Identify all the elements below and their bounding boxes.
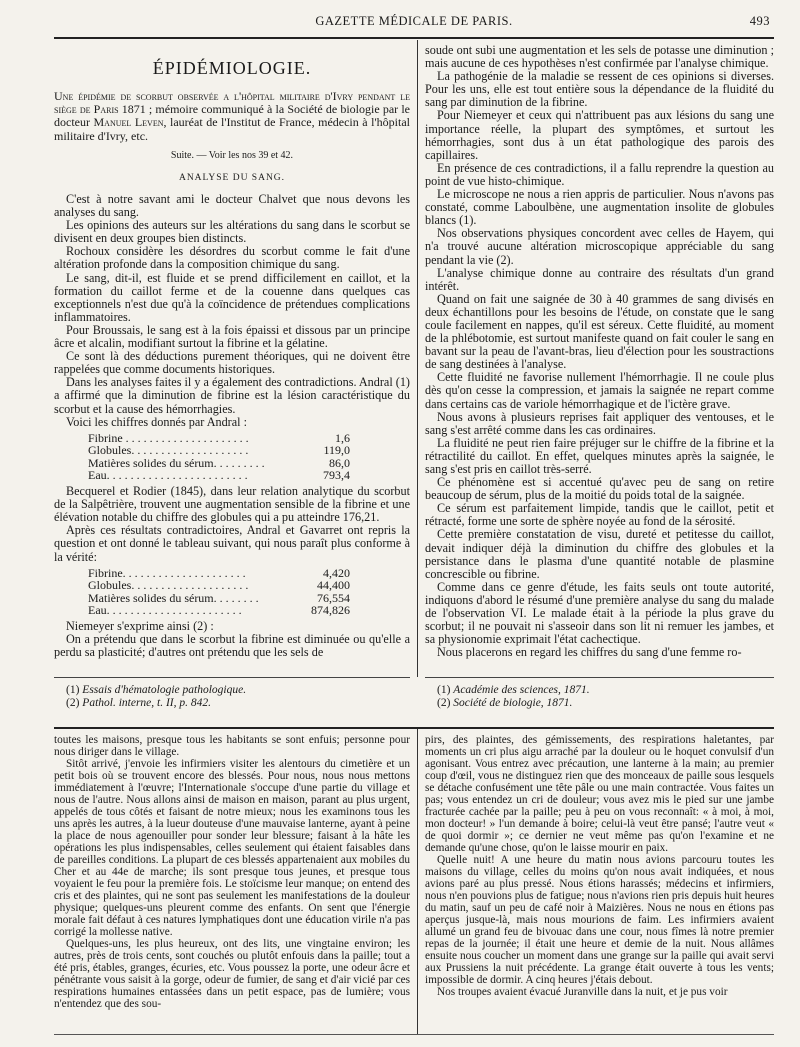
table-cell-label: Fibrine . . . . . . . . . . . . . . . . . . . . . <box>88 430 249 445</box>
table-cell-label: Matières solides du sérum. . . . . . . . <box>88 590 259 605</box>
table-gavarret <box>88 567 350 617</box>
paragraph: Quelle nuit! A une heure du matin nous avions parcouru toutes les maisons du village, celles du moins qu'on nous avait indiquées, et nous avions paré au plus pressé. Nous étions harassés; médecins et infirmiers, nous n'en pouvions plus de fatigue; nous n'avions rien pris depuis huit heures du matin, sauf un peu de café noir à Maizières. Nous ne nous en étions pas aperçus jusque-là, mais nous mourions de faim. Les infirmiers avaient allumé un grand feu de bivouac dans une cour, nous fîmes là notre premier repas de la journée; il était une heure et demie de la nuit. Nous allâmes ensuite nous coucher un moment dans une grange sur la paille qui avait servi aux Prussiens la nuit précédente. La grange était ouverte à tous les vents; impossible de dormir. A cinq heures j'étais debout. <box>425 854 774 986</box>
paragraph: Voici les chiffres donnés par Andral : <box>66 414 247 429</box>
footnote-number: (2) <box>437 697 454 709</box>
paragraph: L'analyse chimique donne au contraire des résultats d'un grand intérêt. <box>425 265 774 293</box>
table-row <box>88 579 350 592</box>
bottom-rule <box>54 1034 774 1035</box>
paragraph: Quand on fait une saignée de 30 à 40 grammes de sang divisés en deux échantillons pour les besoins de l'étude, on constate que le sang coule facilement en nappes, qu'il est séreux. Cette fluidité, au moment de la phlébotomie, est surtout manifeste quand on fait couler le sang en bavant sur la peau de l'avant-bras, lieu d'élection pour les soustractions de sang destinées à l'analyse. <box>425 291 774 372</box>
paragraph: Le microscope ne nous a rien appris de particulier. Nous n'avons pas constaté, comme Laboulbène, une augmentation insolite de globules blancs (1). <box>425 187 774 228</box>
article-author: Manuel Leven <box>93 115 164 130</box>
table-cell-value: 76,554 <box>317 590 350 605</box>
right-paragraphs <box>425 44 774 659</box>
footnote-number: (2) <box>66 697 83 709</box>
table-cell-label: Globules. . . . . . . . . . . . . . . . . . . . <box>88 443 249 458</box>
footnote <box>66 684 406 697</box>
journal-title: GAZETTE MÉDICALE DE PARIS. <box>315 14 513 28</box>
paragraph: Après ces résultats contradictoires, Andral et Gavarret ont repris la question et ont donné le tableau suivant, qui nous paraît plus conforme à la vérité: <box>54 523 410 564</box>
paragraph: Nos troupes avaient évacué Juranville dans la nuit, et je pus voir <box>437 986 728 998</box>
paragraph: pirs, des plaintes, des gémissements, des respirations haletantes, par moments un cri plus aigu arraché par la douleur ou le hoquet convulsif d'un agonisant. Vous entrez avec précaution, une lanterne à la main; au premier coup d'œil, vous ne distinguez rien que des monceaux de paille sous lesquels se détache confusément une tête pâle ou une main contractée. Vous faites un pas; vous entendez un cri de douleur; vous avez mis le pied sur une jambe fracturée cachée par la paille; peu à peu on vous reconnaît: « à moi, à moi, mon docteur! » l'un demande à boire; celui-là veut être pansé; l'autre veut « de quoi dormir »; ce dernier ne veut même pas qu'on l'examine et ne demande qu'une chose, qu'on le laisse mourir en paix. <box>425 734 774 854</box>
table-cell-label: Eau. . . . . . . . . . . . . . . . . . . . . . . . <box>88 468 248 483</box>
sub-heading: ANALYSE DU SANG. <box>178 172 286 183</box>
left-paragraphs-c <box>54 620 410 659</box>
lower-right-column <box>425 734 774 998</box>
paragraph: Rochoux considère les désordres du scorbut comme le fait d'une altération profonde dans la composition chimique du sang. <box>54 244 410 272</box>
footnote-text: Société de biologie, 1871. <box>453 697 573 709</box>
footnote-text: Académie des sciences, 1871. <box>453 684 590 696</box>
paragraph: La fluidité ne peut rien faire préjuger sur le chiffre de la fibrine et la rétractilité du caillot. En effet, quelques minutes après la saignée, le sang s'est pris en caillot très-serré. <box>425 435 774 476</box>
paragraph: Les opinions des auteurs sur les altérations du sang dans le scorbut se divisent en deux groupes bien distincts. <box>54 218 410 246</box>
footnote <box>66 697 406 710</box>
paragraph: Nous avons à plusieurs reprises fait appliquer des ventouses, et le sang s'est arrêté comme dans les cas ordinaires. <box>425 409 774 437</box>
paragraph: Nous placerons en regard les chiffres du sang d'une femme ro- <box>437 645 742 660</box>
paragraph: Becquerel et Rodier (1845), dans leur relation analytique du scorbut de la Salpêtrière, trouvent une augmentation sensible de la fibrine et une élévation notable du chiffre des globules qui a pu atteindre 176,21. <box>54 484 410 525</box>
paragraph: Ce sont là des déductions purement théoriques, qui ne doivent être rappelées que comme documents historiques. <box>54 349 410 377</box>
continuation-note: Suite. — Voir les nos 39 et 42. <box>170 149 294 161</box>
header-rule <box>54 37 774 39</box>
paragraph: Sitôt arrivé, j'envoie les infirmiers visiter les alentours du cimetière et un petit bois où se trouvent encore des blessés. Pour nous, nous nous mettons immédiatement à l'œuvre; l'Internationale s'occupe d'une partie du village et nous de l'autre. Nous allons ainsi de maison en maison, parant au plus urgent, appelés de tous côtés et faisant de notre mieux; nous les examinons tous les uns après les autres, à la lueur douteuse d'une mauvaise lanterne, ayant à peine la place de nous agenouiller pour sonder leur blessure; faisant à la hâte les opérations les plus indispensables, celles seulement qui étaient faisables dans de pareilles conditions. La plupart de ces blessés appartenaient aux mobiles du Cher et au 44e de marche; ils sont presque tous jeunes, et presque tous voyaient le feu pour la première fois. Le stoïcisme leur manque; on entend des cris et des plaintes, qui ne sont pas seulement les manifestations de la douleur physique; quelques-uns pleurent comme des enfants. On sent que l'énergie morale fait défaut à ces natures lymphatiques dont une éducation virile n'a pas corrigé la mollesse native. <box>54 758 410 938</box>
paragraph: En présence de ces contradictions, il a fallu reprendre la question au point de vue histo-chimique. <box>425 160 774 188</box>
paragraph: Nos observations physiques concordent avec celles de Hayem, qui n'a trouvé aucune altération microscopique appréciable du sang pendant la vie (2). <box>425 226 774 267</box>
paragraph: On a prétendu que dans le scorbut la fibrine est diminuée ou qu'elle a perdu sa plasticité; d'autres ont prétendu que les sels de <box>54 632 410 660</box>
paragraph: Pour Niemeyer et ceux qui n'attribuent pas aux lésions du sang une importance réelle, la plupart des symptômes, et surtout les hémorrhagies, sont dus à un état pathologique des parois des capillaires. <box>425 108 774 162</box>
footnotes-right <box>437 684 767 710</box>
table-andral <box>88 432 350 482</box>
article-left-column <box>54 44 410 659</box>
table-cell-label: Globules. . . . . . . . . . . . . . . . . . . . <box>88 578 249 593</box>
table-cell-value: 793,4 <box>323 468 350 483</box>
paragraph: toutes les maisons, presque tous les habitants se sont enfuis; personne pour nous diriger dans le village. <box>54 734 410 758</box>
footnote-rule-left <box>54 677 410 678</box>
paragraph: Quelques-uns, les plus heureux, ont des lits, une vingtaine environ; les autres, près de trois cents, sont couchés ou plutôt enfouis dans la paille; tout a été pris, étables, granges, écuries, etc. Vous poussez la porte, une odeur âcre et pénétrante vous saisit à la gorge, odeur de fumier, de sang et d'air vicié par ces respirations humaines entassées dans un petit espace, pas de lumière; vous n'entendez que des sou- <box>54 938 410 1010</box>
column-divider-top <box>417 40 418 677</box>
page-number: 493 <box>749 14 770 28</box>
paragraph: C'est à notre savant ami le docteur Chalvet que nous devons les analyses du sang. <box>54 192 410 220</box>
paragraph: Dans les analyses faites il y a également des contradictions. Andral (1) a affirmé que la diminution de fibrine est la lésion caractéristique du scorbut et la cause des hémorrhagies. <box>54 375 410 416</box>
table-cell-value: 4,420 <box>323 565 350 580</box>
article-title <box>54 90 410 143</box>
section-divider-rule <box>54 727 774 729</box>
table-cell-value: 86,0 <box>329 455 350 470</box>
table-cell-value: 44,400 <box>317 578 350 593</box>
footnote <box>437 684 767 697</box>
table-row <box>88 469 350 482</box>
article-title-caps: Une épidémie de scorbut observée a l'hôpital militaire d'Ivry pendant le siège de Paris <box>54 89 410 117</box>
table-row <box>88 444 350 457</box>
column-divider-bottom <box>417 729 418 1034</box>
footnote-text: Essais d'hématologie pathologique. <box>82 684 247 696</box>
article-title-rest: 1871 ; mémoire communiqué à la Société de biologie par le docteur <box>54 102 410 130</box>
paragraph: Ce sérum est parfaitement limpide, tandis que le caillot, petit et rétracté, forme une sorte de sphère noyée au fond de la sérosité. <box>425 501 774 529</box>
paragraph: Le sang, dit-il, est fluide et se prend difficilement en caillot, et la formation du caillot ferme et de la couenne dans quelques cas exceptionnels n'est due qu'à la coïncidence de prétendues complications inflammatoires. <box>54 270 410 324</box>
left-paragraphs-a <box>54 193 410 429</box>
table-cell-value: 874,826 <box>311 603 350 618</box>
table-row <box>88 604 350 617</box>
paragraph: Cette fluidité ne favorise nullement l'hémorrhagie. Il ne coule plus dès qu'on cesse la compression, et jamais la saignée ne repart comme dans certains cas de variole hémorrhagique et de l'ictère grave. <box>425 370 774 411</box>
left-paragraphs-b <box>54 485 410 564</box>
table-cell-value: 1,6 <box>335 430 350 445</box>
footnote <box>437 697 767 710</box>
footnotes-left <box>66 684 406 710</box>
section-title: ÉPIDÉMIOLOGIE. <box>152 58 312 78</box>
article-right-column <box>425 44 774 659</box>
running-header <box>54 14 774 32</box>
table-cell-label: Matières solides du sérum. . . . . . . . . <box>88 455 265 470</box>
footnote-text: Pathol. interne, t. II, p. 842. <box>82 697 212 709</box>
table-cell-value: 119,0 <box>323 443 350 458</box>
footnote-rule-right <box>425 677 774 678</box>
footnote-number: (1) <box>437 684 454 696</box>
paragraph: Cette première constatation de visu, dureté et petitesse du caillot, devait indiquer déjà la diminution du chiffre des globules et la persistance dans le plasma d'une quantité notable de plasmine concrescible ou fibrine. <box>425 527 774 581</box>
table-cell-label: Fibrine. . . . . . . . . . . . . . . . . . . . . <box>88 565 246 580</box>
paragraph: La pathogénie de la maladie se ressent de ces opinions si diverses. Pour les uns, elle est tout entière sous la dépendance de la fluidité du sang par diminution de la fibrine. <box>425 69 774 110</box>
table-cell-label: Eau. . . . . . . . . . . . . . . . . . . . . . . <box>88 603 242 618</box>
paragraph: Pour Broussais, le sang est à la fois épaissi et dissous par un principe âcre et alcalin, modifiant surtout la fibrine et la gélatine. <box>54 322 410 351</box>
article-title-end: , lauréat de l'Institut de France, médecin à l'hôpital militaire d'Ivry, etc. <box>54 115 410 143</box>
paragraph: Niemeyer s'exprime ainsi (2) : <box>66 619 214 633</box>
paragraph: soude ont subi une augmentation et les sels de potasse une diminution ; mais aucune de ces hypothèses n'est confirmée par l'analyse chimique. <box>425 43 774 71</box>
lower-left-column <box>54 734 410 1010</box>
footnote-number: (1) <box>66 684 83 696</box>
paragraph: Comme dans ce genre d'étude, les faits seuls ont toute autorité, indiquons d'abord le résumé d'une première analyse du sang du malade de l'observation VI. Le malade était à la période la plus grave du scorbut; il ne pouvait ni s'asseoir dans son lit ni remuer les jambes, et sa physionomie exprimait l'état cachectique. <box>425 579 774 647</box>
paragraph: Ce phénomène est si accentué qu'avec peu de sang on retire beaucoup de sérum, plus de la moitié du poids total de la saignée. <box>425 475 774 503</box>
